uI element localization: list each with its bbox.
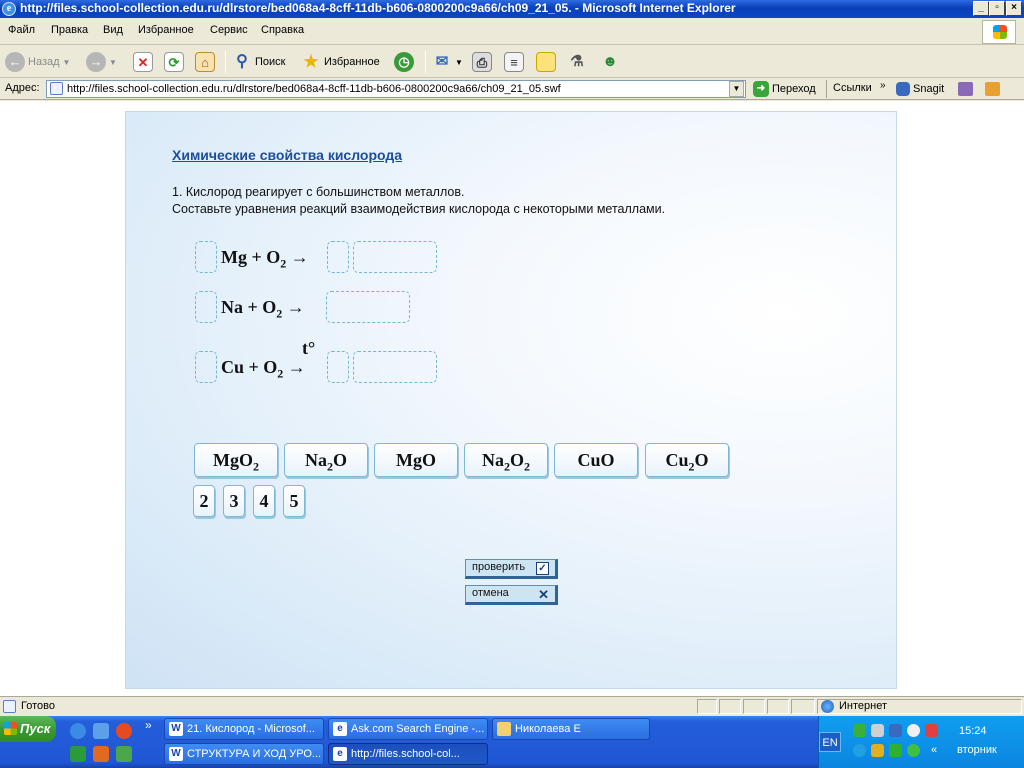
language-indicator[interactable]: EN [819, 732, 841, 752]
print-button[interactable] [472, 50, 492, 74]
coefficient-chip-4[interactable]: 4 [253, 485, 275, 517]
product-slot-cu[interactable] [353, 351, 437, 383]
chip-subscript-2: 2 [524, 459, 530, 474]
task-button-school-collection[interactable] [328, 743, 488, 765]
toolbar [0, 45, 1024, 78]
publisher-quicklaunch-icon[interactable] [116, 746, 132, 762]
globe-icon [821, 700, 834, 713]
equation-na-reactants: Na + O [221, 297, 277, 317]
coefficient-chip-3[interactable]: 3 [223, 485, 245, 517]
menu-help[interactable]: Справка [261, 24, 305, 36]
tray-icon-7[interactable] [871, 744, 884, 757]
tray-icon-1[interactable] [853, 724, 866, 737]
media-quicklaunch-icon[interactable] [116, 723, 132, 739]
chip-text-tail: O [694, 450, 709, 470]
menu-tools[interactable]: Сервис [210, 24, 248, 36]
links-label[interactable]: Ссылки [833, 82, 872, 94]
double-chevron-icon[interactable]: » [880, 80, 886, 91]
note-icon [536, 52, 556, 72]
ie-icon: e [333, 722, 347, 736]
chip-text: CuO [577, 450, 615, 470]
task-button-folder[interactable] [492, 718, 650, 740]
chip-mgo2[interactable] [194, 443, 278, 477]
chip-text-tail: O [509, 450, 524, 470]
chip-subscript: 2 [503, 459, 510, 474]
chip-text: Cu [665, 450, 689, 470]
clock-day: вторник [957, 744, 997, 756]
home-button[interactable] [195, 50, 215, 74]
task-label: http://files.school-col... [351, 748, 460, 760]
tray-icon-2[interactable] [871, 724, 884, 737]
chip-subscript: 2 [688, 459, 695, 474]
tray-icon-4[interactable] [907, 724, 920, 737]
chip-text: Na [481, 450, 504, 470]
menu-bar [0, 18, 1024, 45]
research-button[interactable] [567, 50, 587, 74]
ie-icon: e [333, 747, 347, 761]
back-button[interactable] [5, 50, 70, 74]
forward-button[interactable] [86, 50, 117, 74]
chevron-down-icon: ▼ [455, 57, 463, 67]
equation-cu-subscript: 2 [277, 366, 284, 381]
cancel-label: отмена [472, 587, 509, 599]
address-label: Адрес: [5, 82, 40, 94]
star-icon: ★ [303, 52, 319, 71]
window-title: http://files.school-collection.edu.ru/dlrstore/bed068a4-8cff-11db-b606-0800200c9a66/ch09_21_05. - Microsoft Internet Explorer [20, 1, 736, 15]
word-icon: W [169, 747, 183, 761]
tray-icon-3[interactable] [889, 724, 902, 737]
refresh-button[interactable] [164, 50, 184, 74]
chip-text: Na [304, 450, 327, 470]
task-button-struktura[interactable] [164, 743, 324, 765]
mail-icon: ✉ [435, 53, 449, 70]
reaction-arrow: → [290, 247, 309, 267]
system-tray [818, 716, 1024, 768]
check-label: проверить [472, 561, 526, 573]
task-line-2: Составьте уравнения реакций взаимодействия кислорода с некоторыми металлами. [172, 202, 666, 216]
task-label: Ask.com Search Engine -... [351, 723, 485, 735]
coefficient-slot-na[interactable] [195, 291, 217, 323]
ie-quicklaunch-icon[interactable] [70, 723, 86, 739]
edit-button[interactable] [504, 50, 524, 74]
equation-mg-subscript: 2 [280, 256, 287, 271]
discuss-button[interactable] [536, 50, 556, 74]
forward-arrow-icon: → [86, 52, 106, 72]
tray-icon-8[interactable] [889, 744, 902, 757]
back-label: Назад [28, 56, 60, 68]
home-icon: ⌂ [195, 52, 215, 72]
chip-mgo[interactable] [374, 443, 458, 477]
chip-text: MgO [213, 450, 253, 470]
outlook-quicklaunch-icon[interactable] [93, 723, 109, 739]
favorites-button[interactable] [301, 50, 380, 74]
menu-favorites[interactable]: Избранное [138, 24, 194, 36]
coefficient-chip-5[interactable]: 5 [283, 485, 305, 517]
equation-cu-reactants: Cu + O [221, 357, 278, 377]
title-bar [0, 0, 1024, 18]
stop-icon: ✕ [133, 52, 153, 72]
word-icon: W [169, 722, 183, 736]
status-text: Готово [21, 700, 55, 712]
messenger-button[interactable] [600, 50, 620, 74]
chip-text-tail: O [332, 450, 347, 470]
stop-button[interactable] [133, 50, 153, 74]
chip-na2o[interactable] [284, 443, 368, 477]
windows-logo-icon [982, 20, 1016, 44]
go-button[interactable] [753, 79, 816, 99]
search-icon: ⚲ [236, 53, 248, 70]
search-button[interactable] [232, 50, 285, 74]
snagit-button[interactable] [896, 79, 944, 99]
coefficient-slot-cu[interactable] [195, 351, 217, 383]
research-icon: ⚗ [570, 53, 584, 70]
task-label: 21. Кислород - Microsof... [187, 723, 315, 735]
cancel-button[interactable] [465, 585, 558, 605]
chip-cuo[interactable] [554, 443, 638, 477]
go-label: Переход [772, 83, 816, 95]
start-label: Пуск [20, 721, 51, 736]
snagit-capture-icon[interactable] [958, 82, 973, 96]
favorites-label: Избранное [324, 56, 380, 68]
chip-na2o2[interactable] [464, 443, 548, 477]
close-icon: ✕ [538, 587, 549, 602]
snagit-window-icon[interactable] [985, 82, 1000, 96]
temperature-condition: t° [302, 338, 316, 358]
address-dropdown-button[interactable]: ▼ [729, 81, 744, 97]
refresh-icon: ⟳ [164, 52, 184, 72]
equation-na-subscript: 2 [276, 306, 283, 321]
snagit-label: Snagit [913, 83, 945, 95]
product-slot-na[interactable] [326, 291, 410, 323]
history-icon: ◷ [394, 52, 414, 72]
history-button[interactable] [394, 50, 414, 74]
chevron-down-icon: ▼ [62, 57, 71, 67]
windows-flag-icon [4, 722, 17, 735]
reaction-arrow: → [287, 357, 306, 377]
task-button-kislorod[interactable] [164, 718, 324, 740]
coefficient-chip-2[interactable]: 2 [193, 485, 215, 517]
equation-na [221, 297, 305, 322]
excel-quicklaunch-icon[interactable] [70, 746, 86, 762]
tray-icon-6[interactable] [853, 744, 866, 757]
tray-icon-5[interactable] [925, 724, 938, 737]
product-slot-mg[interactable] [353, 241, 437, 273]
tray-icon-9[interactable] [907, 744, 920, 757]
equation-mg [221, 247, 309, 272]
chevron-down-icon: ▼ [109, 57, 117, 67]
chip-subscript: 2 [326, 459, 333, 474]
menu-edit[interactable]: Правка [51, 24, 89, 36]
tray-expand-icon[interactable]: « [931, 744, 938, 756]
page-icon [50, 82, 63, 95]
equation-cu [221, 357, 306, 382]
printer-icon: ⎙ [472, 52, 492, 72]
clock-time[interactable]: 15:24 [959, 725, 987, 737]
coefficient-slot-mg-product[interactable] [327, 241, 349, 273]
search-label: Поиск [255, 56, 286, 68]
task-button-ask[interactable] [328, 718, 488, 740]
task-label: Николаева Е [515, 723, 581, 735]
close-button[interactable]: × [1006, 1, 1022, 16]
address-url: http://files.school-collection.edu.ru/dlrstore/bed068a4-8cff-11db-b606-0800200c9a66/ch09_21_05.swf [67, 83, 561, 95]
quicklaunch-more-icon[interactable]: » [145, 718, 152, 732]
folder-icon [497, 722, 511, 736]
chip-cu2o[interactable] [645, 443, 729, 477]
snagit-icon [896, 82, 910, 96]
edit-page-icon: ≡ [504, 52, 524, 72]
equation-mg-reactants: Mg + O [221, 247, 281, 267]
mail-button[interactable] [432, 50, 463, 74]
menu-view[interactable]: Вид [103, 24, 123, 36]
messenger-icon: ☻ [602, 53, 618, 70]
page-icon [3, 700, 16, 713]
minimize-button[interactable]: _ [973, 1, 989, 16]
menu-file[interactable]: Файл [8, 24, 36, 36]
task-label: СТРУКТУРА И ХОД УРО... [187, 748, 322, 760]
address-input[interactable] [46, 80, 746, 98]
coefficient-slot-mg[interactable] [195, 241, 217, 273]
reaction-arrow: → [286, 297, 305, 317]
maximize-button[interactable]: ▫ [989, 1, 1005, 16]
task-line-1: 1. Кислород реагирует с большинством металлов. [172, 185, 465, 199]
checkbox-icon: ✓ [536, 562, 549, 575]
chip-text: MgO [396, 450, 436, 470]
lesson-title: Химические свойства кислорода [172, 147, 403, 163]
status-bar [0, 696, 1024, 716]
back-arrow-icon: ← [5, 52, 25, 72]
chip-subscript: 2 [253, 459, 259, 474]
go-arrow-icon: ➜ [753, 81, 769, 97]
powerpoint-quicklaunch-icon[interactable] [93, 746, 109, 762]
start-button[interactable] [0, 716, 56, 742]
security-zone: Интернет [839, 700, 887, 712]
check-button[interactable] [465, 559, 558, 579]
coefficient-slot-cu-product[interactable] [327, 351, 349, 383]
ie-icon: e [2, 2, 16, 16]
